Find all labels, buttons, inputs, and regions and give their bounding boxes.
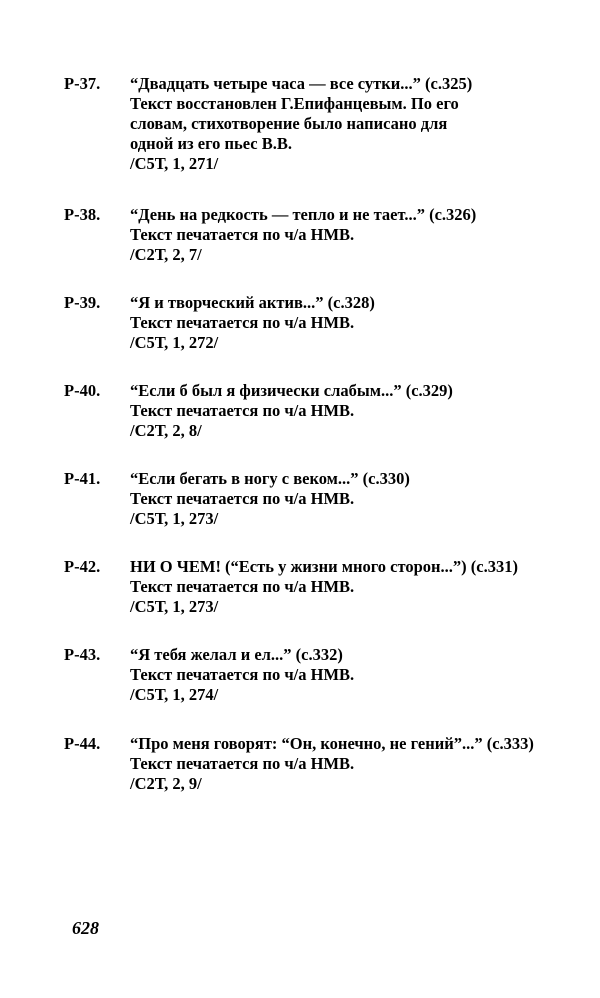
entry-text-line: Текст печатается по ч/а НМВ. [130,577,355,596]
entry-id: Р-39. [64,293,101,312]
entry-body [130,557,550,617]
entry-text-line: словам, стихотворение было написано для [130,114,448,133]
entry-title: “Если б был я физически слабым...” (с.329) [130,381,453,400]
entry-body [130,293,550,353]
entry-text-line: Текст печатается по ч/а НМВ. [130,754,355,773]
entry-body [130,381,550,441]
entry-id: Р-44. [64,734,101,753]
entry-title: “Я тебя желал и ел...” (с.332) [130,645,343,664]
entry-text-line: Текст печатается по ч/а НМВ. [130,665,355,684]
entry-text-line: Текст восстановлен Г.Епифанцевым. По его [130,94,459,113]
entry-body [130,205,550,265]
entry-source: /С5Т, 1, 273/ [130,509,219,528]
entry-source: /С5Т, 1, 272/ [130,333,219,352]
entry-text-line: Текст печатается по ч/а НМВ. [130,489,355,508]
entry-source: /С2Т, 2, 9/ [130,774,202,793]
entry-title: “Двадцать четыре часа — все сутки...” (с.325) [130,74,473,93]
entry-title: “Если бегать в ногу с веком...” (с.330) [130,469,410,488]
entry-id: Р-41. [64,469,101,488]
entry-body [130,469,550,529]
entry-text-line: Текст печатается по ч/а НМВ. [130,401,355,420]
entry-body [130,74,550,174]
entry-source: /С2Т, 2, 8/ [130,421,202,440]
entry-id: Р-40. [64,381,101,400]
entry-id: Р-42. [64,557,101,576]
entry-source: /С5Т, 1, 274/ [130,685,219,704]
entry-text-line: Текст печатается по ч/а НМВ. [130,225,355,244]
entry-id: Р-38. [64,205,101,224]
entry-text-line: Текст печатается по ч/а НМВ. [130,313,355,332]
entry-title: “Я и творческий актив...” (с.328) [130,293,375,312]
entry-source: /С5Т, 1, 273/ [130,597,219,616]
entry-body [130,645,550,705]
entry-id: Р-37. [64,74,101,93]
entry-text-line: одной из его пьес В.В. [130,134,293,153]
entry-title: “Про меня говорят: “Он, конечно, не гений”...” (с.333) [130,734,534,753]
entry-source: /С2Т, 2, 7/ [130,245,202,264]
entry-id: Р-43. [64,645,101,664]
entry-title: НИ О ЧЕМ! (“Есть у жизни много сторон...”) (с.331) [130,557,518,576]
entry-body [130,734,550,794]
entry-title: “День на редкость — тепло и не тает...” (с.326) [130,205,477,224]
entry-source: /С5Т, 1, 271/ [130,154,219,173]
page-number: 628 [72,918,99,938]
